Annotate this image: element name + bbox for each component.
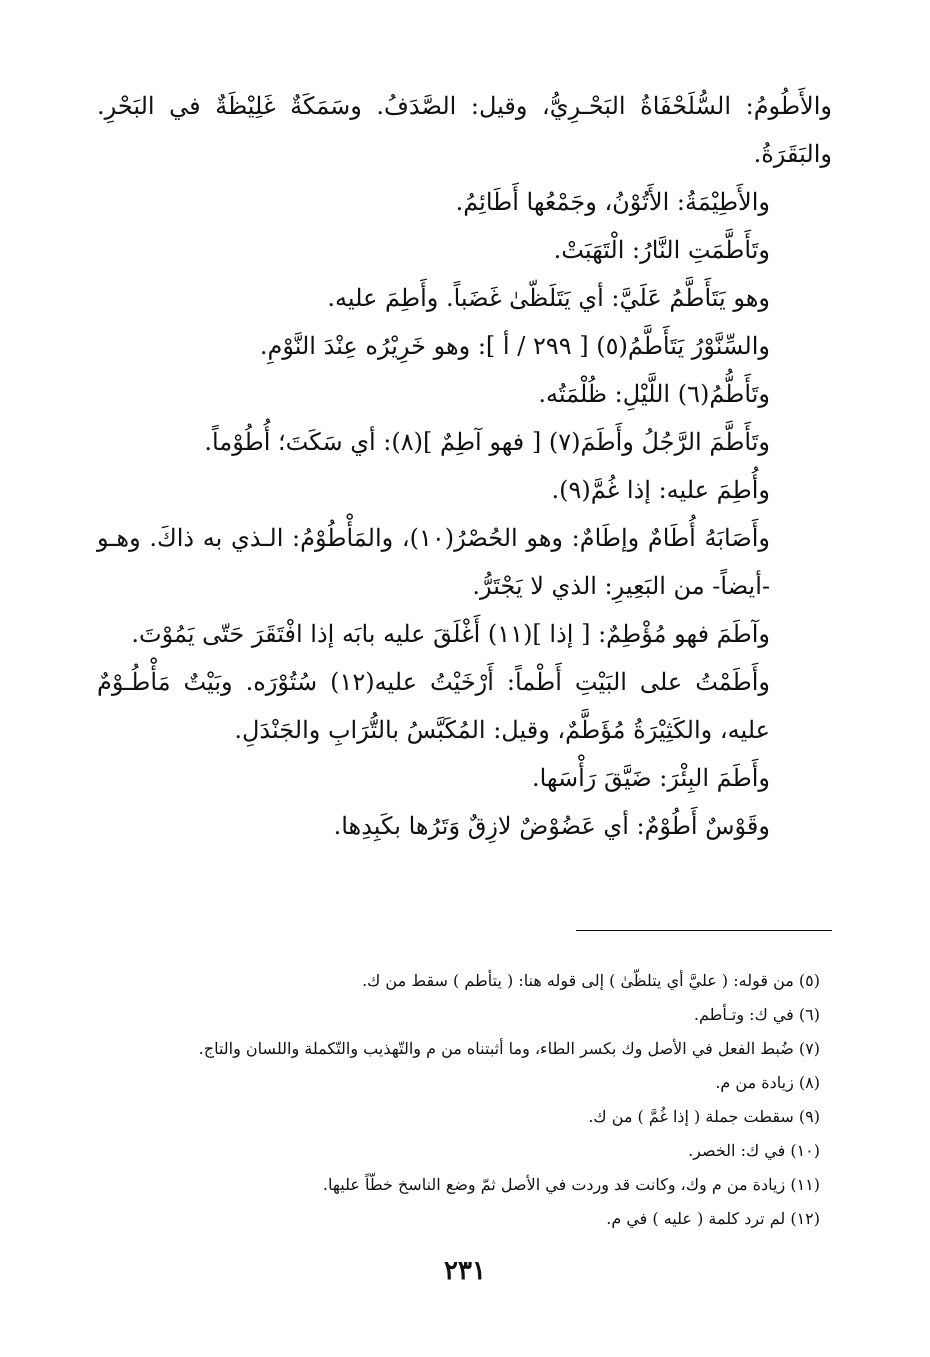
- footnote-7: (٧) ضُبط الفعل في الأصل وك بكسر الطاء، وما أثبتناه من م والتّهذيب والتّكملة واللسان والتاج.: [198, 1039, 820, 1058]
- main-text: [97, 82, 832, 850]
- entry-taattama-arrajul: وتَأَطَّمَ الرَّجُلُ وأَطَمَ(٧) [ فهو آطِمٌ ](٨): أي سَكَتَ؛ أُطُوْماً.: [204, 428, 770, 456]
- entry-utam: وأَصَابَهُ أُطَامٌ وإطَامٌ: وهو الحُصْرُ(١٠)، والمَأْطُوْمُ: الـذي به ذاكَ. وهـو -أيضاً- من البَعِيرِ: الذي لا يَجْتَرُّ.: [97, 524, 771, 600]
- footnote-9: (٩) سقطت جملة ( إذا غُمَّ ) من ك.: [588, 1107, 820, 1126]
- footnote-10: (١٠) في ك: الخصر.: [688, 1141, 820, 1160]
- entry-taattamat-annar: وتَأَطَّمَتِ النَّارُ: الْتَهَبَتْ.: [553, 236, 770, 264]
- entry-aatama: وآطَمَ فهو مُؤْطِمٌ: [ إذا ](١١) أَغْلَقَ عليه بابَه إذا افْتَقَرَ حَتّى يَمُوْتَ.: [131, 620, 770, 648]
- footnote-5: (٥) من قوله: ( عليَّ أي يتلظّىٰ ) إلى قوله هنا: ( يتأطم ) سقط من ك.: [362, 971, 820, 990]
- entry-taattum-allayl: وتَأَطُّمُ(٦) اللَّيْلِ: ظُلْمَتُه.: [538, 380, 770, 408]
- entry-atama-albir: وأَطَمَ البِئْرَ: ضَيَّقَ رَأْسَها.: [531, 764, 770, 792]
- entry-atamtu-albayt: وأَطَمْتُ على البَيْتِ أَطْماً: أَرْخَيْتُ عليه(١٢) سُتُوْرَه. وبَيْتٌ مَأْطُـوْمٌ عليه، والكَثِيْرَةُ مُؤَطَّمٌ، وقيل: المُكَبَّسُ بالتُّرَابِ والجَنْدَلِ.: [97, 668, 770, 744]
- footnote-6: (٦) في ك: وتـأطم.: [693, 1005, 820, 1024]
- footnote-8: (٨) زيادة من م.: [715, 1073, 820, 1092]
- entry-sinnawr: والسِّنَّوْرُ يَتَأَطَّمُ(٥) [ ٢٩٩ / أ ]: وهو خَرِيْرُه عِنْدَ النَّوْمِ.: [259, 332, 770, 360]
- entry-qaws-atum: وقَوْسٌ أَطُوْمٌ: أي عَضُوْضٌ لازِقٌ وَتَرُها بكَبِدِها.: [333, 812, 770, 840]
- page-number: ٢٣١: [444, 1256, 486, 1286]
- footnotes: [100, 964, 820, 1236]
- entry-yataattam-alayya: وهو يَتَأَطَّمُ عَلَيَّ: أي يَتَلَظّىٰ غَضَباً. وأَطِمَ عليه.: [327, 284, 770, 312]
- entry-atima: والأَطِيْمَةُ: الأَتُوْنُ، وجَمْعُها أَطَائِمُ.: [455, 188, 770, 216]
- entry-atum: والأَطُومُ: السُّلَحْفَاةُ البَحْـرِيُّ، وقيل: الصَّدَفُ. وسَمَكَةٌ غَلِيْظَةٌ في البَحْرِ. والبَقَرَةُ.: [97, 92, 832, 168]
- footnote-12: (١٢) لم ترد كلمة ( عليه ) في م.: [606, 1209, 820, 1228]
- footnote-separator: [576, 930, 832, 931]
- entry-utima-alayh: وأُطِمَ عليه: إذا غُمَّ(٩).: [551, 476, 770, 504]
- footnote-11: (١١) زيادة من م وك، وكانت قد وردت في الأصل ثمّ وضع الناسخ خطّاً عليها.: [322, 1175, 820, 1194]
